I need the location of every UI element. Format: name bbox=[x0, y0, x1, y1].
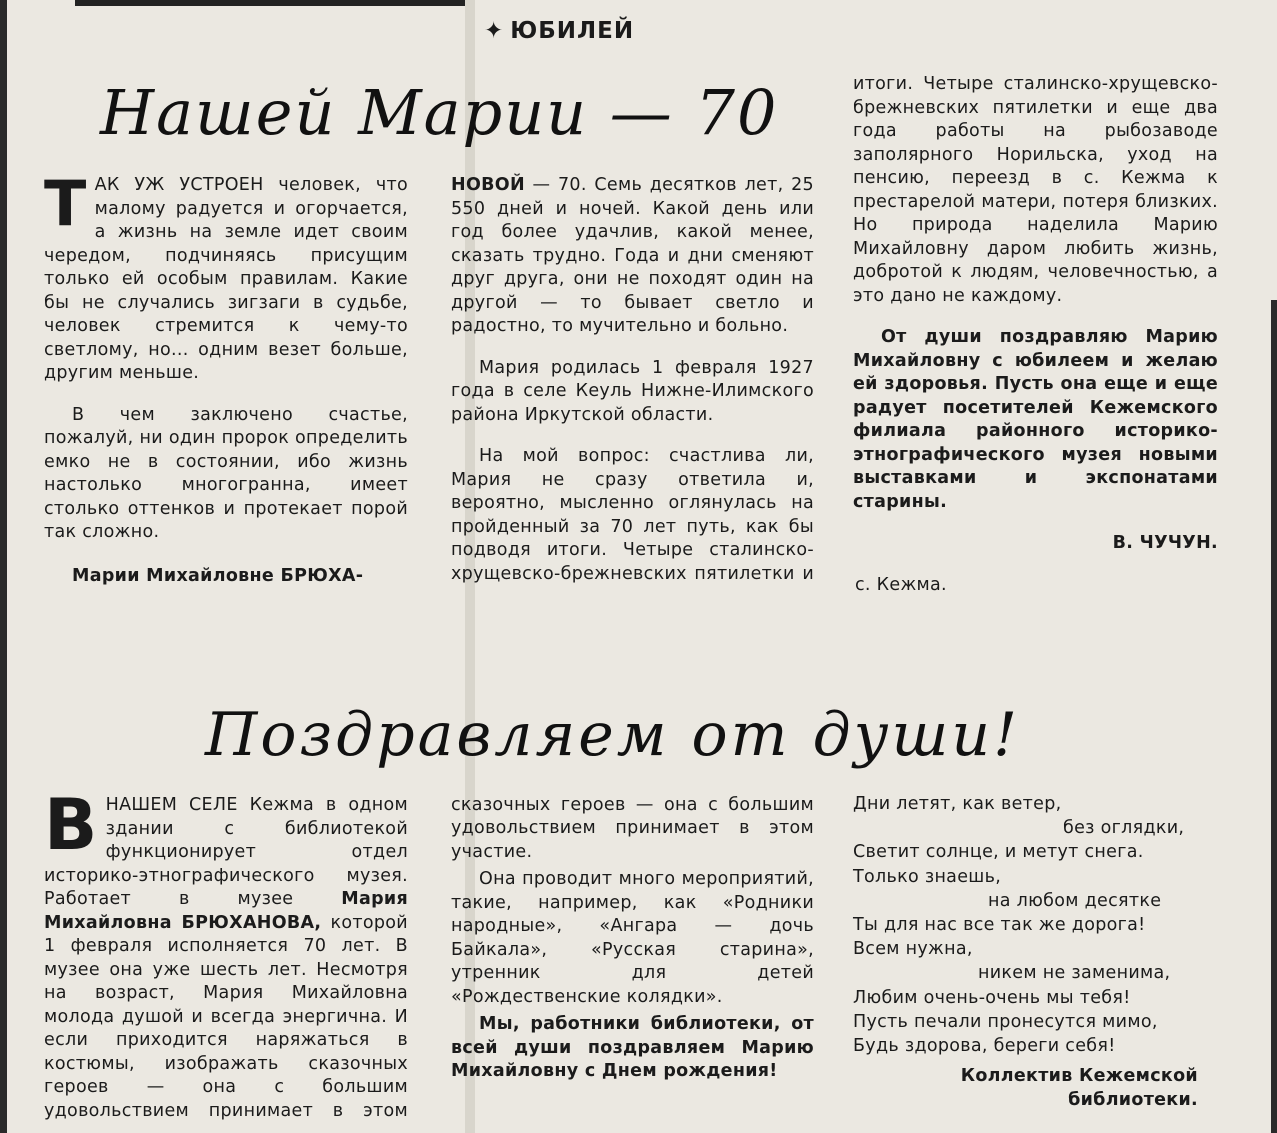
poem-line: Будь здорова, береги себя! bbox=[853, 1036, 1116, 1057]
top-rule bbox=[75, 0, 465, 6]
article1-paragraph-5: На мой вопрос: счастлива ли, Мария не сразу ответила и, вероятно, мысленно оглянулась на пройденный за 70 лет путь, как бы подводя итоги. Четыре сталинско-хрущевско-брежневских пятилетки и bbox=[451, 446, 814, 584]
article1-column-3 bbox=[853, 73, 1218, 615]
article2-signature: Коллектив Кежемской библиотеки. bbox=[960, 1066, 1198, 1111]
star-icon: ✦ bbox=[484, 18, 505, 44]
article1-paragraph-5-cont: итоги. Четыре сталинско-хрущевско-брежневских пятилетки и еще два года работы на рыбозаводе заполярного Норильска, уход на пенсию, переезд в с. Кежма к престарелой матери, потеря близких. Но природа наделила Марию Михайловну даром любить жизнь, добротой к людям, человечностью, а это дано не каждому. bbox=[853, 74, 1218, 306]
poem-line: никем не заменима, bbox=[978, 963, 1171, 984]
article2-column-2 bbox=[451, 794, 814, 1102]
poem-line: без оглядки, bbox=[1063, 818, 1185, 839]
article2-column-1 bbox=[44, 794, 408, 1124]
article1-headline: Нашей Марии — 70 bbox=[100, 76, 779, 149]
article1-paragraph-3: НОВОЙ — 70. Семь десятков лет, 25 550 дней и ночей. Какой день или год более удачлив, какой менее, сказать трудно. Года и дни сменяют друг друга, они не походят один на другой — то бывает светло и радостно, то мучительно и больно. bbox=[451, 175, 814, 336]
article1-dropcap: Т bbox=[44, 167, 87, 240]
article2-paragraph-2: Она проводит много мероприятий, такие, например, как «Родники народные», «Ангара — дочь Байкала», «Русская старина», утренник для детей «Рождественские колядки». bbox=[451, 869, 814, 1007]
poem-line: Ты для нас все так же дорога! bbox=[853, 915, 1146, 936]
article1-column-2 bbox=[451, 174, 814, 605]
rubric-text: ЮБИЛЕЙ bbox=[510, 18, 635, 44]
rubric-label bbox=[484, 18, 634, 44]
article2-dropcap: В bbox=[44, 794, 98, 866]
article1-paragraph-4: Мария родилась 1 февраля 1927 года в селе Кеуль Нижне-Илимского района Иркутской области. bbox=[451, 357, 814, 425]
poem-line: Всем нужна, bbox=[853, 939, 973, 960]
article1-paragraph-2: В чем заключено счастье, пожалуй, ни один пророк определить емко не в состоянии, ибо жизнь настолько многогранна, имеет столько оттенков и протекает порой так сложно. bbox=[44, 404, 408, 542]
page-edge-rule-right bbox=[1271, 300, 1277, 1133]
poem-line: на любом десятке bbox=[988, 890, 1162, 911]
article2-paragraph-1-cont: сказочных героев — она с большим удовольствием принимает в этом участие. bbox=[451, 794, 814, 862]
poem-line: Дни летят, как ветер, bbox=[853, 794, 1062, 814]
article1-column-1 bbox=[44, 167, 408, 606]
article2-poem bbox=[853, 792, 1218, 1113]
poem-line: Только знаешь, bbox=[853, 866, 1002, 887]
article1-author: В. ЧУЧУН. bbox=[1112, 533, 1218, 553]
poem-line: Любим очень-очень мы тебя! bbox=[853, 987, 1131, 1008]
article2-headline: Поздравляем от души! bbox=[205, 700, 1021, 770]
article2-paragraph-3: Мы, работники библиотеки, от всей души поздравляем Марию Михайловну с Днем рождения! bbox=[451, 1014, 814, 1081]
poem-line: Пусть печали пронесутся мимо, bbox=[853, 1011, 1158, 1032]
article2-paragraph-1: ВНАШЕМ СЕЛЕ Кежма в одном здании с библиотекой функционирует отдел историко-этнографического музея. Работает в музее Мария Михайловна БРЮХАНОВА, которой 1 февраля исполняется 70 лет. В музее она уже шесть лет. Несмотря на возраст, Мария Михайловна молода душой и всегда энергична. И если приходится наряжаться в костюмы, изображать сказочных героев — она с большим удовольствием принимает в этом bbox=[44, 794, 408, 1121]
article1-place: с. Кежма. bbox=[855, 574, 947, 595]
page-edge-rule-left bbox=[0, 0, 7, 1133]
article1-paragraph-1: ТАК УЖ УСТРОЕН человек, что малому радуется и огорчается, а жизнь на земле идет своим чередом, подчиняясь присущим только ей особым правилам. Какие бы не случались зигзаги в судьбе, человек стремится к чему-то светлому, но... одним везет больше, другим меньше. bbox=[44, 167, 408, 383]
poem-line: Светит солнце, и метут снега. bbox=[853, 842, 1144, 863]
article1-paragraph-6: От души поздравляю Марию Михайловну с юбилеем и желаю ей здоровья. Пусть она еще и еще радует посетителей Кежемского филиала районного историко-этнографического музея новыми выставками и экспонатами старины. bbox=[853, 327, 1218, 512]
article1-name-line: Марии Михайловне БРЮХА- bbox=[72, 565, 364, 586]
